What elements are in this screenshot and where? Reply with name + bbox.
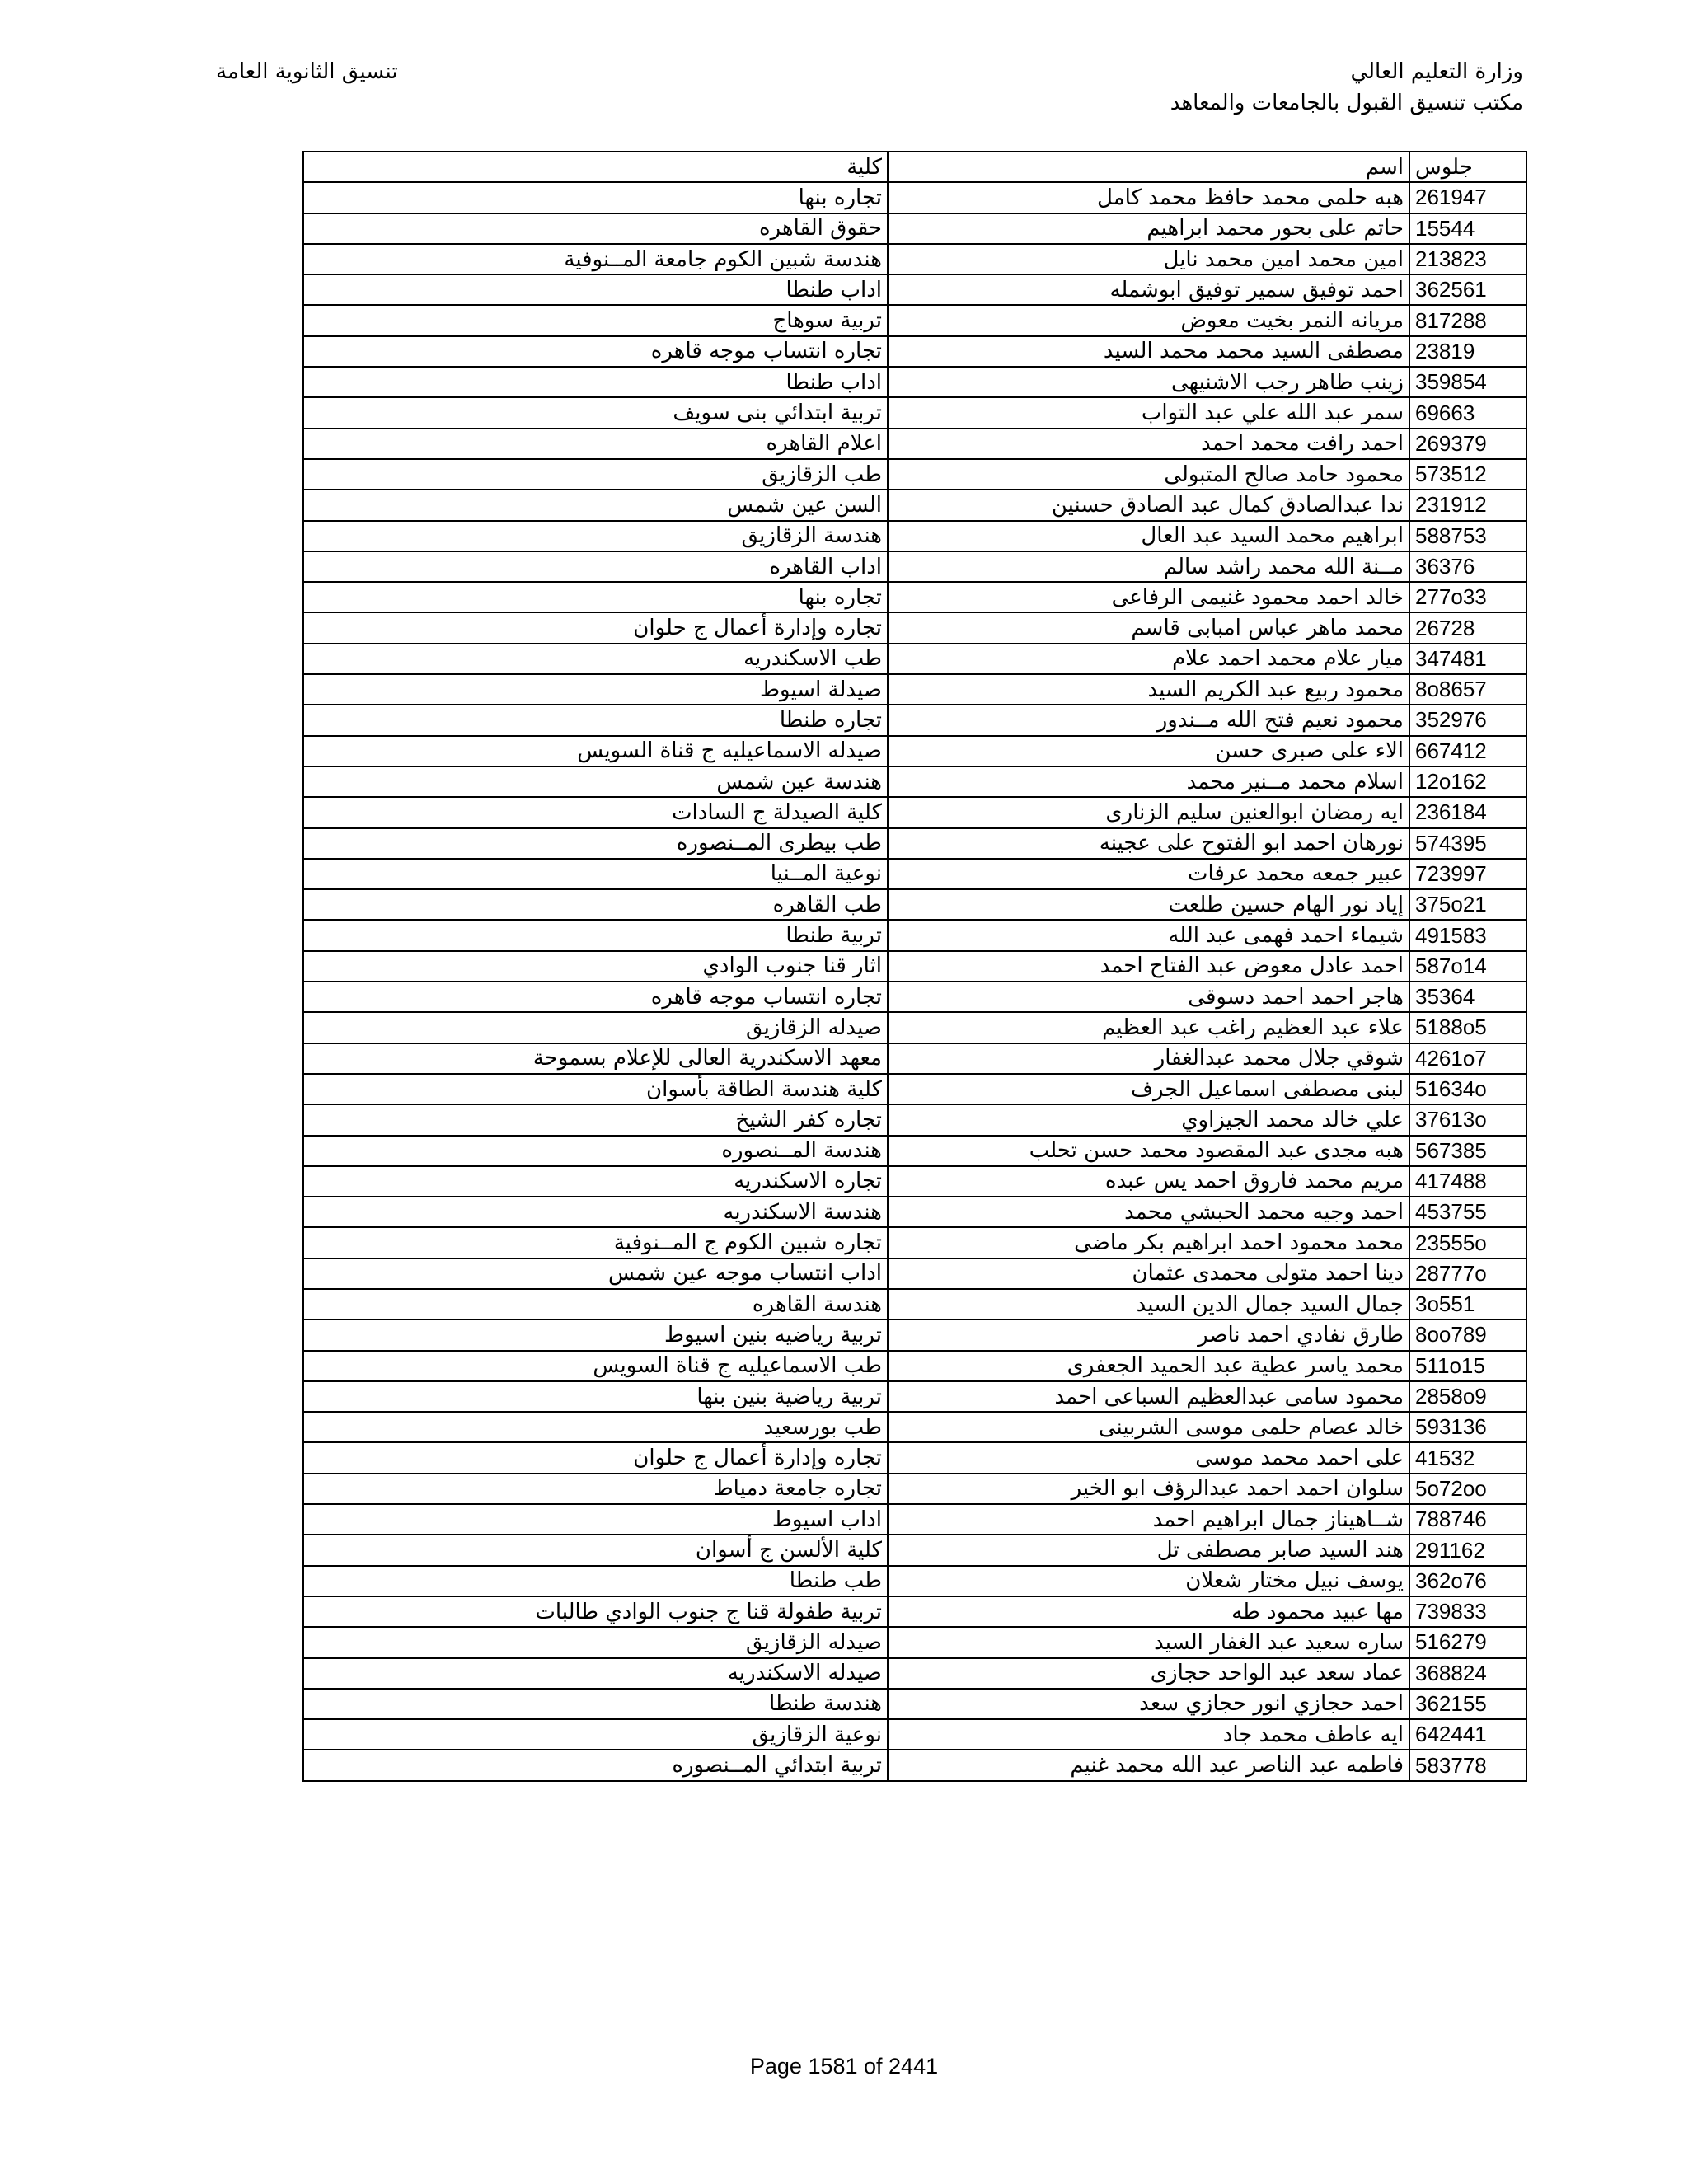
table-row [303,1658,1526,1689]
faculty-cell: تجاره بنها [303,582,888,612]
name-cell: محمد ماهر عباس امبابى قاسم [888,612,1409,643]
name-cell: ندا عبدالصادق كمال عبد الصادق حسنين [888,490,1409,520]
table-row [303,705,1526,735]
name-cell: ايه رمضان ابوالعنين سليم الزنارى [888,797,1409,827]
faculty-cell: طب بورسعيد [303,1412,888,1442]
name-cell: سمر عبد الله علي عبد التواب [888,397,1409,428]
faculty-cell: تجاره الاسكندريه [303,1166,888,1197]
seat-cell: 491583 [1409,920,1526,950]
seat-cell: 587o14 [1409,951,1526,982]
table-row [303,1627,1526,1657]
name-cell: حاتم على بحور محمد ابراهيم [888,213,1409,244]
faculty-cell: تربية ابتدائي المــنصوره [303,1750,888,1780]
seat-cell: 5188o5 [1409,1012,1526,1043]
name-cell: محمد محمود احمد ابراهيم بكر ماضى [888,1227,1409,1258]
faculty-cell: اداب طنطا [303,367,888,397]
table-row [303,1104,1526,1135]
table-row [303,766,1526,797]
faculty-cell: طب الاسماعيليه ج قناة السويس [303,1351,888,1381]
seat-cell: 667412 [1409,736,1526,766]
seat-cell: 516279 [1409,1627,1526,1657]
seat-cell: 8o8657 [1409,674,1526,705]
name-cell: علاء عبد العظيم راغب عبد العظيم [888,1012,1409,1043]
table-row [303,244,1526,274]
column-header-name: اسم [888,152,1409,182]
table-row [303,1136,1526,1166]
table-row [303,1258,1526,1289]
name-cell: هاجر احمد احمد دسوقى [888,982,1409,1012]
name-cell: خالد احمد محمود غنيمى الرفاعى [888,582,1409,612]
faculty-cell: اثار قنا جنوب الوادي [303,951,888,982]
faculty-cell: تربية طفولة قنا ج جنوب الوادي طالبات [303,1596,888,1627]
table-row [303,1074,1526,1104]
table-row [303,274,1526,305]
faculty-cell: هندسة شبين الكوم جامعة المــنوفية [303,244,888,274]
seat-cell: 593136 [1409,1412,1526,1442]
faculty-cell: تربية رياضيه بنين اسيوط [303,1319,888,1350]
table-row [303,797,1526,827]
table-row [303,1750,1526,1780]
seat-cell: 277o33 [1409,582,1526,612]
name-cell: مها عبيد محمود طه [888,1596,1409,1627]
faculty-cell: طب الزقازيق [303,459,888,490]
table-row [303,1689,1526,1719]
faculty-cell: تجاره انتساب موجه قاهره [303,982,888,1012]
faculty-cell: تربية رياضية بنين بنها [303,1381,888,1412]
seat-cell: 788746 [1409,1504,1526,1535]
seat-cell: 5o72oo [1409,1474,1526,1504]
table-row [303,490,1526,520]
name-cell: طارق نفادي احمد ناصر [888,1319,1409,1350]
seat-cell: 368824 [1409,1658,1526,1689]
seat-cell: 362561 [1409,274,1526,305]
seat-cell: 574395 [1409,828,1526,859]
seat-cell: 573512 [1409,459,1526,490]
table-row [303,1381,1526,1412]
faculty-cell: تربية سوهاج [303,305,888,335]
table-row [303,828,1526,859]
table-row [303,1166,1526,1197]
seat-cell: 8oo789 [1409,1319,1526,1350]
faculty-cell: صيدله الاسكندريه [303,1658,888,1689]
seat-cell: 817288 [1409,305,1526,335]
faculty-cell: صيدله الزقازيق [303,1012,888,1043]
faculty-cell: هندسة القاهره [303,1289,888,1319]
name-cell: مــنة الله محمد راشد سالم [888,551,1409,582]
faculty-cell: اعلام القاهره [303,429,888,459]
name-cell: عماد سعد عبد الواحد حجازى [888,1658,1409,1689]
table-row [303,1319,1526,1350]
faculty-cell: تجاره وإدارة أعمال ج حلوان [303,1442,888,1473]
faculty-cell: السن عين شمس [303,490,888,520]
name-cell: نورهان احمد ابو الفتوح على عجينه [888,828,1409,859]
faculty-cell: تجاره جامعة دمياط [303,1474,888,1504]
name-cell: احمد وجيه محمد الحبشي محمد [888,1197,1409,1227]
admissions-table [302,151,1527,1782]
name-cell: اسلام محمد مــنير محمد [888,766,1409,797]
name-cell: سلوان احمد احمد عبدالرؤف ابو الخير [888,1474,1409,1504]
name-cell: علي خالد محمد الجيزاوي [888,1104,1409,1135]
seat-cell: 567385 [1409,1136,1526,1166]
table-row [303,644,1526,674]
name-cell: ساره سعيد عبد الغفار السيد [888,1627,1409,1657]
faculty-cell: تربية طنطا [303,920,888,950]
table-row [303,859,1526,889]
seat-cell: 236184 [1409,797,1526,827]
name-cell: لبنى مصطفى اسماعيل الجرف [888,1074,1409,1104]
column-header-seat: جلوس [1409,152,1526,182]
table-row [303,213,1526,244]
seat-cell: 291162 [1409,1535,1526,1565]
faculty-cell: طب بيطرى المــنصوره [303,828,888,859]
seat-cell: 26728 [1409,612,1526,643]
table-row [303,182,1526,213]
seat-cell: 417488 [1409,1166,1526,1197]
seat-cell: 583778 [1409,1750,1526,1780]
name-cell: احمد عادل معوض عبد الفتاح احمد [888,951,1409,982]
seat-cell: 588753 [1409,521,1526,551]
faculty-cell: تجاره طنطا [303,705,888,735]
table-row [303,336,1526,367]
name-cell: ايه عاطف محمد جاد [888,1719,1409,1750]
name-cell: محمود ربيع عبد الكريم السيد [888,674,1409,705]
table-row [303,1227,1526,1258]
name-cell: احمد حجازي انور حجازي سعد [888,1689,1409,1719]
seat-cell: 511o15 [1409,1351,1526,1381]
faculty-cell: تجاره بنها [303,182,888,213]
faculty-cell: هندسة طنطا [303,1689,888,1719]
seat-cell: 36376 [1409,551,1526,582]
seat-cell: 359854 [1409,367,1526,397]
seat-cell: 51634o [1409,1074,1526,1104]
name-cell: احمد رافت محمد احمد [888,429,1409,459]
faculty-cell: هندسة المــنصوره [303,1136,888,1166]
seat-cell: 261947 [1409,182,1526,213]
seat-cell: 739833 [1409,1596,1526,1627]
name-cell: شيماء احمد فهمى عبد الله [888,920,1409,950]
name-cell: محمود حامد صالح المتبولى [888,459,1409,490]
seat-cell: 375o21 [1409,889,1526,920]
table-row [303,459,1526,490]
name-cell: مريم محمد فاروق احمد يس عبده [888,1166,1409,1197]
seat-cell: 12o162 [1409,766,1526,797]
table-row [303,397,1526,428]
page-number: Page 1581 of 2441 [749,2054,939,2079]
table-row [303,1535,1526,1565]
faculty-cell: هندسة عين شمس [303,766,888,797]
name-cell: زينب طاهر رجب الاشنيهى [888,367,1409,397]
seat-cell: 2858o9 [1409,1381,1526,1412]
seat-cell: 4261o7 [1409,1043,1526,1074]
table-row [303,1043,1526,1074]
table-row [303,1351,1526,1381]
table-row [303,736,1526,766]
table-row [303,1566,1526,1596]
name-cell: محمود سامى عبدالعظيم السباعى احمد [888,1381,1409,1412]
faculty-cell: كلية الألسن ج أسوان [303,1535,888,1565]
table-row [303,612,1526,643]
name-cell: شــاهيناز جمال ابراهيم احمد [888,1504,1409,1535]
table-row [303,1504,1526,1535]
table-row [303,920,1526,950]
table-row [303,1474,1526,1504]
name-cell: عبير جمعه محمد عرفات [888,859,1409,889]
seat-cell: 15544 [1409,213,1526,244]
name-cell: ميار علام محمد احمد علام [888,644,1409,674]
table-row [303,1596,1526,1627]
table-row [303,1442,1526,1473]
table-row [303,521,1526,551]
table-row [303,982,1526,1012]
name-cell: شوقي جلال محمد عبدالغفار [888,1043,1409,1074]
table-row [303,305,1526,335]
seat-cell: 37613o [1409,1104,1526,1135]
seat-cell: 41532 [1409,1442,1526,1473]
name-cell: مريانه النمر بخيت معوض [888,305,1409,335]
table-row [303,551,1526,582]
name-cell: هبه حلمى محمد حافظ محمد كامل [888,182,1409,213]
faculty-cell: حقوق القاهره [303,213,888,244]
table-header-row [303,152,1526,182]
seat-cell: 362o76 [1409,1566,1526,1596]
office-title: مكتب تنسيق القبول بالجامعات والمعاهد [1170,91,1523,115]
faculty-cell: هندسة الاسكندريه [303,1197,888,1227]
faculty-cell: صيدله الاسماعيليه ج قناة السويس [303,736,888,766]
name-cell: إياد نور الهام حسين طلعت [888,889,1409,920]
faculty-cell: تجاره وإدارة أعمال ج حلوان [303,612,888,643]
faculty-cell: تجاره انتساب موجه قاهره [303,336,888,367]
seat-cell: 231912 [1409,490,1526,520]
seat-cell: 3o551 [1409,1289,1526,1319]
seat-cell: 269379 [1409,429,1526,459]
seat-cell: 28777o [1409,1258,1526,1289]
table-row [303,1719,1526,1750]
seat-cell: 642441 [1409,1719,1526,1750]
seat-cell: 35364 [1409,982,1526,1012]
table-row [303,429,1526,459]
name-cell: فاطمه عبد الناصر عبد الله محمد غنيم [888,1750,1409,1780]
seat-cell: 362155 [1409,1689,1526,1719]
seat-cell: 69663 [1409,397,1526,428]
faculty-cell: تجاره شبين الكوم ج المــنوفية [303,1227,888,1258]
faculty-cell: اداب اسيوط [303,1504,888,1535]
name-cell: محمد ياسر عطية عبد الحميد الجعفرى [888,1351,1409,1381]
ministry-title: وزارة التعليم العالي [1350,59,1523,84]
seat-cell: 213823 [1409,244,1526,274]
table-row [303,889,1526,920]
name-cell: يوسف نبيل مختار شعلان [888,1566,1409,1596]
seat-cell: 453755 [1409,1197,1526,1227]
name-cell: جمال السيد جمال الدين السيد [888,1289,1409,1319]
faculty-cell: نوعية الزقازيق [303,1719,888,1750]
table-row [303,1197,1526,1227]
faculty-cell: نوعية المــنيا [303,859,888,889]
table-body [303,182,1526,1780]
seat-cell: 23555o [1409,1227,1526,1258]
coordination-title: تنسيق الثانوية العامة [216,59,398,84]
name-cell: امين محمد امين محمد نايل [888,244,1409,274]
name-cell: خالد عصام حلمى موسى الشربينى [888,1412,1409,1442]
seat-cell: 352976 [1409,705,1526,735]
faculty-cell: كلية هندسة الطاقة بأسوان [303,1074,888,1104]
faculty-cell: تربية ابتدائي بنى سويف [303,397,888,428]
faculty-cell: معهد الاسكندرية العالى للإعلام بسموحة [303,1043,888,1074]
faculty-cell: طب الاسكندريه [303,644,888,674]
faculty-cell: كلية الصيدلة ج السادات [303,797,888,827]
table-row [303,951,1526,982]
seat-cell: 723997 [1409,859,1526,889]
faculty-cell: صيدله الزقازيق [303,1627,888,1657]
name-cell: الاء على صبرى حسن [888,736,1409,766]
name-cell: هند السيد صابر مصطفى تل [888,1535,1409,1565]
table-row [303,1012,1526,1043]
name-cell: محمود نعيم فتح الله مــندور [888,705,1409,735]
faculty-cell: صيدلة اسيوط [303,674,888,705]
table-row [303,1412,1526,1442]
table-row [303,582,1526,612]
column-header-faculty: كلية [303,152,888,182]
faculty-cell: طب طنطا [303,1566,888,1596]
name-cell: ابراهيم محمد السيد عبد العال [888,521,1409,551]
seat-cell: 23819 [1409,336,1526,367]
faculty-cell: هندسة الزقازيق [303,521,888,551]
table-row [303,1289,1526,1319]
faculty-cell: طب القاهره [303,889,888,920]
name-cell: احمد توفيق سمير توفيق ابوشمله [888,274,1409,305]
name-cell: على احمد محمد موسى [888,1442,1409,1473]
faculty-cell: اداب طنطا [303,274,888,305]
name-cell: مصطفى السيد محمد محمد السيد [888,336,1409,367]
seat-cell: 347481 [1409,644,1526,674]
table-row [303,674,1526,705]
faculty-cell: اداب انتساب موجه عين شمس [303,1258,888,1289]
faculty-cell: تجاره كفر الشيخ [303,1104,888,1135]
table-row [303,367,1526,397]
faculty-cell: اداب القاهره [303,551,888,582]
name-cell: هبه مجدى عبد المقصود محمد حسن تحلب [888,1136,1409,1166]
name-cell: دينا احمد متولى محمدى عثمان [888,1258,1409,1289]
header-ministry-block [1170,56,1523,119]
